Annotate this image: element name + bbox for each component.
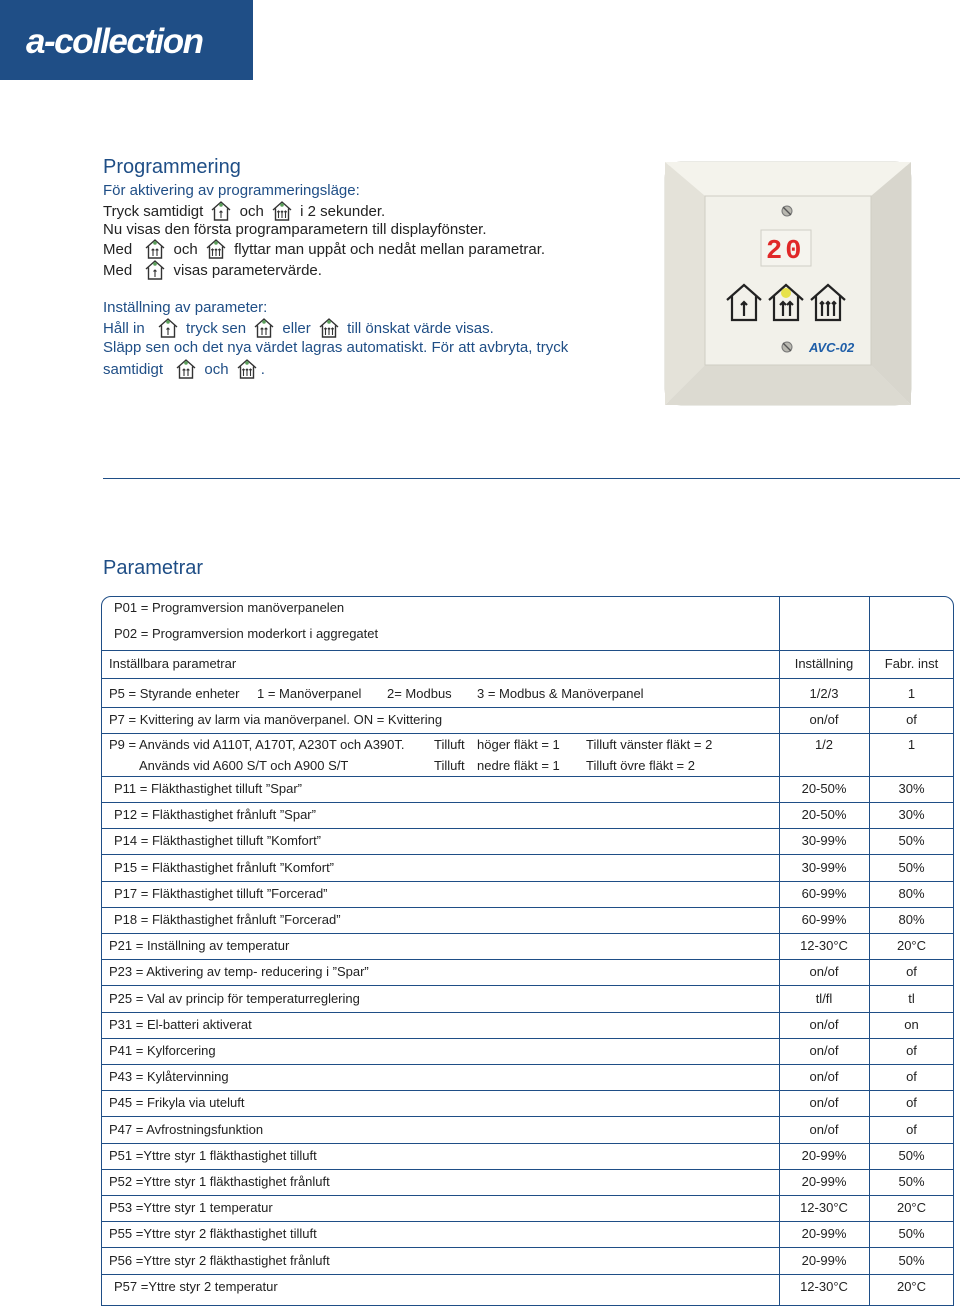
house-two-arrows-icon: [144, 239, 166, 259]
param-factory: of: [906, 1095, 917, 1110]
device-model: AVC-02: [809, 340, 855, 355]
row-divider: [101, 678, 954, 679]
param-setting: 60-99%: [801, 886, 847, 901]
programming-subtitle: För aktivering av programmeringsläge:: [103, 182, 360, 199]
house-three-arrows-icon: [318, 318, 340, 338]
programming-line-7: [103, 359, 265, 379]
param-setting: 20-99%: [801, 1226, 847, 1241]
param-factory: 50%: [898, 1174, 925, 1189]
param-setting: on/of: [809, 1017, 839, 1032]
param-setting: 30-99%: [801, 833, 847, 848]
param-setting: on/of: [809, 1095, 839, 1110]
programming-line-4: [103, 260, 322, 280]
row-divider: [101, 733, 954, 734]
row-divider: [101, 1116, 954, 1117]
header-setting: Inställning: [794, 656, 854, 671]
text: samtidigt: [103, 361, 164, 378]
text: och: [173, 241, 198, 258]
param-name: P52 =Yttre styr 1 fläkthastighet frånluft: [109, 1174, 330, 1189]
param-factory: 50%: [898, 1253, 925, 1268]
row-divider: [101, 907, 954, 908]
row-divider: [101, 1064, 954, 1065]
param-factory: 20°C: [896, 1200, 927, 1215]
p5-option-2: 2= Modbus: [387, 686, 452, 701]
programming-title: Programmering: [103, 156, 241, 178]
row-divider: [101, 802, 954, 803]
param-factory: of: [906, 1069, 917, 1084]
p9-setting: 1/2: [814, 737, 834, 752]
param-setting: on/of: [809, 964, 839, 979]
param-factory: 80%: [898, 886, 925, 901]
row-divider: [101, 828, 954, 829]
p9-line2-option-2: Tilluft övre fläkt = 2: [586, 758, 695, 773]
house-one-arrow-icon: [144, 260, 166, 280]
param-factory: 50%: [898, 1226, 925, 1241]
p5-option-3: 3 = Modbus & Manöverpanel: [477, 686, 644, 701]
param-setting: on/of: [809, 1043, 839, 1058]
row-divider: [101, 881, 954, 882]
param-setting: 20-99%: [801, 1174, 847, 1189]
text: Med: [103, 262, 133, 279]
param-setting: on/of: [809, 1069, 839, 1084]
row-divider: [101, 985, 954, 986]
text: tryck sen: [186, 320, 247, 337]
param-setting: tl/fl: [815, 991, 833, 1006]
text: eller: [282, 320, 311, 337]
text: .: [260, 361, 265, 378]
param-name: P18 = Fläkthastighet frånluft ”Forcerad”: [114, 912, 341, 927]
p5-name: P5 = Styrande enheter: [109, 686, 240, 701]
param-factory: 50%: [898, 860, 925, 875]
house-three-arrows-icon: [271, 201, 293, 221]
brand-logo: [0, 0, 253, 80]
text: och: [204, 361, 229, 378]
programming-line-5: [103, 318, 494, 338]
row-divider: [101, 933, 954, 934]
param-setting: 20-50%: [801, 781, 847, 796]
param-setting: 30-99%: [801, 860, 847, 875]
brand-name: a-collection: [26, 22, 203, 61]
row-divider: [101, 1090, 954, 1091]
programming-line-6: Släpp sen och det nya värdet lagras automatiskt. För att avbryta, tryck: [103, 339, 569, 356]
param-factory: of: [906, 1043, 917, 1058]
row-divider: [101, 854, 954, 855]
programming-line-1: [103, 201, 385, 221]
text: och: [239, 203, 264, 220]
p5-option-1: 1 = Manöverpanel: [257, 686, 362, 701]
house-two-arrows-icon: [175, 359, 197, 379]
param-name: P57 =Yttre styr 2 temperatur: [114, 1279, 278, 1294]
house-two-arrows-icon: [253, 318, 275, 338]
p7-setting: on/of: [809, 712, 839, 727]
row-divider: [101, 707, 954, 708]
programming-line-2: Nu visas den första programparametern till displayfönster.: [103, 221, 487, 238]
row-divider: [101, 1169, 954, 1170]
param-setting: 60-99%: [801, 912, 847, 927]
param-factory: 30%: [898, 781, 925, 796]
p9-line2-option-1: nedre fläkt = 1: [477, 758, 560, 773]
param-name: P15 = Fläkthastighet frånluft ”Komfort”: [114, 860, 335, 875]
param-name: P11 = Fläkthastighet tilluft ”Spar”: [114, 781, 302, 796]
param-factory: 20°C: [896, 1279, 927, 1294]
param-name: P31 = El-batteri aktiverat: [109, 1017, 252, 1032]
section-divider: [103, 478, 960, 479]
p7-name: P7 = Kvittering av larm via manöverpanel. ON = Kvittering: [109, 712, 443, 727]
param-factory: of: [906, 964, 917, 979]
param-name: P25 = Val av princip för temperaturreglering: [109, 991, 360, 1006]
house-one-arrow-icon: [157, 318, 179, 338]
house-one-arrow-icon: [210, 201, 232, 221]
text: Tryck samtidigt: [103, 203, 204, 220]
row-divider: [101, 1143, 954, 1144]
param-name: P56 =Yttre styr 2 fläkthastighet frånluft: [109, 1253, 330, 1268]
param-setting: 20-99%: [801, 1253, 847, 1268]
text: Med: [103, 241, 133, 258]
info-p02: P02 = Programversion moderkort i aggregatet: [114, 626, 379, 641]
param-name: P43 = Kylåtervinning: [109, 1069, 229, 1084]
text: Håll in: [103, 320, 145, 337]
house-three-arrows-icon: [205, 239, 227, 259]
p9-line1-option-1: höger fläkt = 1: [477, 737, 560, 752]
param-setting: on/of: [809, 1122, 839, 1137]
row-divider: [101, 1195, 954, 1196]
p9-line1-name: P9 = Används vid A110T, A170T, A230T och A390T.: [109, 737, 405, 752]
text: visas parametervärde.: [173, 262, 322, 279]
param-setting: 20-50%: [801, 807, 847, 822]
param-factory: of: [906, 1122, 917, 1137]
house-three-arrows-icon: [236, 359, 258, 379]
param-name: P17 = Fläkthastighet tilluft ”Forcerad”: [114, 886, 328, 901]
row-divider: [101, 1274, 954, 1275]
param-name: P41 = Kylforcering: [109, 1043, 216, 1058]
param-factory: 50%: [898, 833, 925, 848]
header-name: Inställbara parametrar: [109, 656, 237, 671]
text: till önskat värde visas.: [347, 320, 494, 337]
parameters-title: Parametrar: [103, 557, 204, 579]
param-factory: 80%: [898, 912, 925, 927]
p9-line1-label: Tilluft: [434, 737, 465, 752]
row-divider: [101, 1012, 954, 1013]
param-name: P51 =Yttre styr 1 fläkthastighet tilluft: [109, 1148, 317, 1163]
p5-setting: 1/2/3: [809, 686, 839, 701]
param-factory: 50%: [898, 1148, 925, 1163]
text: i 2 sekunder.: [300, 203, 386, 220]
param-factory: tl: [908, 991, 915, 1006]
avc-02-control-panel-image: [663, 160, 913, 407]
info-p01: P01 = Programversion manöverpanelen: [114, 600, 345, 615]
param-name: P14 = Fläkthastighet tilluft ”Komfort”: [114, 833, 322, 848]
param-name: P12 = Fläkthastighet frånluft ”Spar”: [114, 807, 316, 822]
row-divider: [101, 959, 954, 960]
param-factory: 20°C: [896, 938, 927, 953]
param-setting: 20-99%: [801, 1148, 847, 1163]
p9-factory: 1: [907, 737, 916, 752]
text: flyttar man uppåt och nedåt mellan parametrar.: [234, 241, 546, 258]
param-name: P45 = Frikyla via uteluft: [109, 1095, 245, 1110]
param-name: P47 = Avfrostningsfunktion: [109, 1122, 264, 1137]
row-divider: [101, 1038, 954, 1039]
param-factory: on: [904, 1017, 919, 1032]
programming-line-3: [103, 239, 545, 259]
param-name: P21 = Inställning av temperatur: [109, 938, 290, 953]
p9-line2-label: Tilluft: [434, 758, 465, 773]
param-setting: 12-30°C: [800, 1279, 848, 1294]
param-name: P55 =Yttre styr 2 fläkthastighet tilluft: [109, 1226, 317, 1241]
p5-factory: 1: [907, 686, 916, 701]
param-setting: 12-30°C: [800, 938, 848, 953]
param-setting: 12-30°C: [800, 1200, 848, 1215]
header-factory: Fabr. inst: [884, 656, 939, 671]
p9-line1-option-2: Tilluft vänster fläkt = 2: [586, 737, 713, 752]
row-divider: [101, 1247, 954, 1248]
p9-line2-name: Används vid A600 S/T och A900 S/T: [139, 758, 349, 773]
row-divider: [101, 1221, 954, 1222]
parameter-heading: Inställning av parameter:: [103, 299, 268, 316]
param-name: P53 =Yttre styr 1 temperatur: [109, 1200, 273, 1215]
row-divider: [101, 650, 954, 651]
device-display: 20: [766, 237, 805, 267]
row-divider: [101, 776, 954, 777]
param-name: P23 = Aktivering av temp- reducering i ”Spar”: [109, 964, 369, 979]
p7-factory: of: [906, 712, 917, 727]
param-factory: 30%: [898, 807, 925, 822]
